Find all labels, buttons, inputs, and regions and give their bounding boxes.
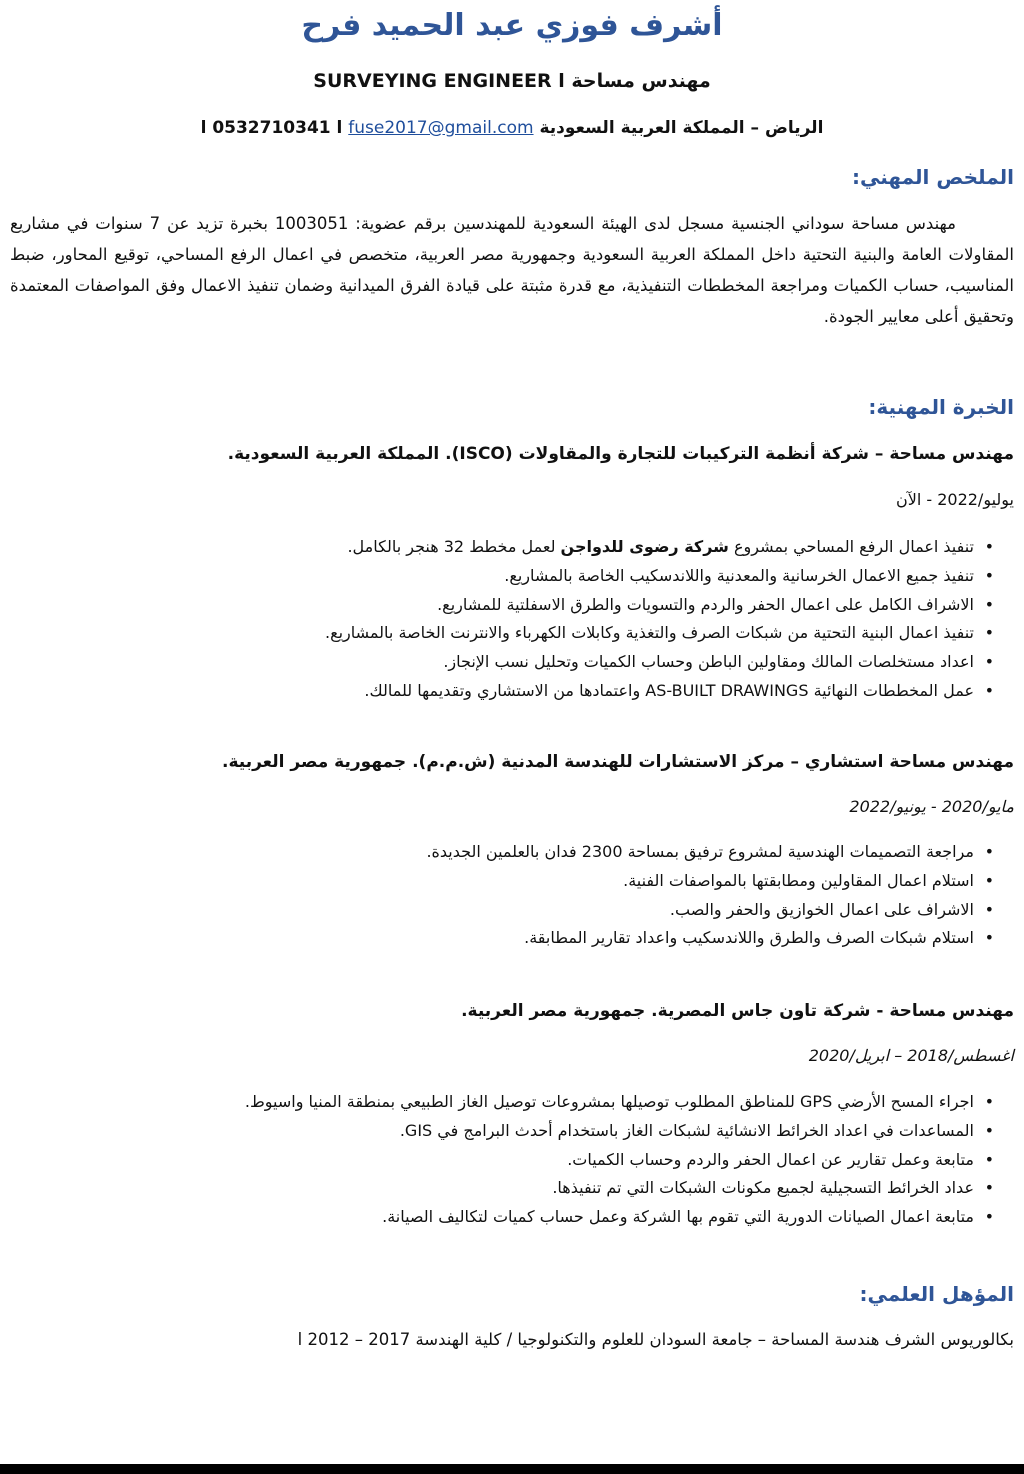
experience-heading: الخبرة المهنية:: [868, 395, 1014, 419]
summary-heading: الملخص المهني:: [852, 165, 1014, 189]
education-text: بكالوريوس الشرف هندسة المساحة – جامعة السودان للعلوم والتكنولوجيا / كلية الهندسة l 2012 – 2017: [297, 1330, 1014, 1349]
email-link[interactable]: fuse2017@gmail.com: [348, 118, 534, 138]
contact-line: [0, 118, 1024, 138]
candidate-title: مهندس مساحة SURVEYING ENGINEER l: [313, 70, 711, 92]
list-item: • تنفيذ اعمال الرفع المساحي بمشروع شركة رضوى للدواجن لعمل مخطط 32 هنجر بالكامل.: [325, 533, 974, 562]
list-item: • مراجعة التصميمات الهندسية لمشروع ترفيق بمساحة 2300 فدان بالعلمين الجديدة.: [426, 838, 974, 867]
job-title-1: مهندس مساحة – شركة أنظمة التركيبات للتجارة والمقاولات (ISCO). المملكة العربية السعودية.: [227, 444, 1014, 464]
job-title-3: مهندس مساحة - شركة تاون جاس المصرية. جمهورية مصر العربية.: [461, 1001, 1014, 1021]
list-item: • متابعة اعمال الصيانات الدورية التي تقوم بها الشركة وعمل حساب كميات لتكاليف الصيانة.: [245, 1203, 974, 1232]
list-item: • اجراء المسح الأرضي GPS للمناطق المطلوب توصيلها بمشروعات توصيل الغاز الطبيعي بمنطقة المنيا واسيوط.: [245, 1088, 974, 1117]
job-date-3: اغسطس/2018 – ابريل/2020: [808, 1046, 1014, 1065]
job-bullets-1: [325, 533, 994, 706]
contact-location-phone: الرياض – المملكة العربية السعودية l 0532710341 l: [200, 118, 824, 138]
list-item: • اعداد مستخلصات المالك ومقاولين الباطن وحساب الكميات وتحليل نسب الإنجاز.: [325, 648, 974, 677]
job-bullets-2: [426, 838, 994, 953]
list-item: • الاشراف الكامل على اعمال الحفر والردم والتسويات والطرق الاسفلتية للمشاريع.: [325, 591, 974, 620]
list-item: • عداد الخرائط التسجيلية لجميع مكونات الشبكات التي تم تنفيذها.: [245, 1174, 974, 1203]
list-item: • تنفيذ اعمال البنية التحتية من شبكات الصرف والتغذية وكابلات الكهرباء والانترنت الخاصة بالمشاريع.: [325, 619, 974, 648]
list-item: • تنفيذ جميع الاعمال الخرسانية والمعدنية واللاندسكيب الخاصة بالمشاريع.: [325, 562, 974, 591]
list-item: • استلام اعمال المقاولين ومطابقتها بالمواصفات الفنية.: [426, 867, 974, 896]
candidate-name: أشرف فوزي عبد الحميد فرح: [301, 8, 723, 43]
education-heading: المؤهل العلمي:: [859, 1282, 1014, 1306]
list-item: • متابعة وعمل تقارير عن اعمال الحفر والردم وحساب الكميات.: [245, 1146, 974, 1175]
list-item: • عمل المخططات النهائية AS-BUILT DRAWINGS واعتمادها من الاستشاري وتقديمها للمالك.: [325, 677, 974, 706]
job-bullets-3: [245, 1088, 994, 1232]
summary-text: مهندس مساحة سوداني الجنسية مسجل لدى الهيئة السعودية للمهندسين برقم عضوية: 1003051 بخبرة تزيد عن 7 سنوات في مشاريع المقاولات العامة والبنية التحتية داخل المملكة العربية السعودية وجمهورية مصر العربية، متخصص في اعمال الرفع المساحي، توقيع المحاور، ضبط المناسيب، حساب الكميات ومراجعة المخططات التنفيذية، مع قدرة مثبتة على قيادة الفرق الميدانية وضمان تنفيذ الاعمال وفق المواصفات المعتمدة وتحقيق أعلى معايير الجودة.: [10, 214, 1014, 326]
job-date-1: يوليو/2022 - الآن: [895, 490, 1014, 509]
list-item: • المساعدات في اعداد الخرائط الانشائية لشبكات الغاز باستخدام أحدث البرامج في GIS.: [245, 1117, 974, 1146]
list-item: • الاشراف على اعمال الخوازيق والحفر والصب.: [426, 896, 974, 925]
bottom-bar: [0, 1464, 1024, 1474]
job-title-2: مهندس مساحة استشاري – مركز الاستشارات للهندسة المدنية (ش.م.م). جمهورية مصر العربية.: [222, 752, 1014, 772]
job-date-2: مايو/2020 - يونيو/2022: [849, 797, 1014, 816]
list-item: • استلام شبكات الصرف والطرق واللاندسكيب واعداد تقارير المطابقة.: [426, 924, 974, 953]
